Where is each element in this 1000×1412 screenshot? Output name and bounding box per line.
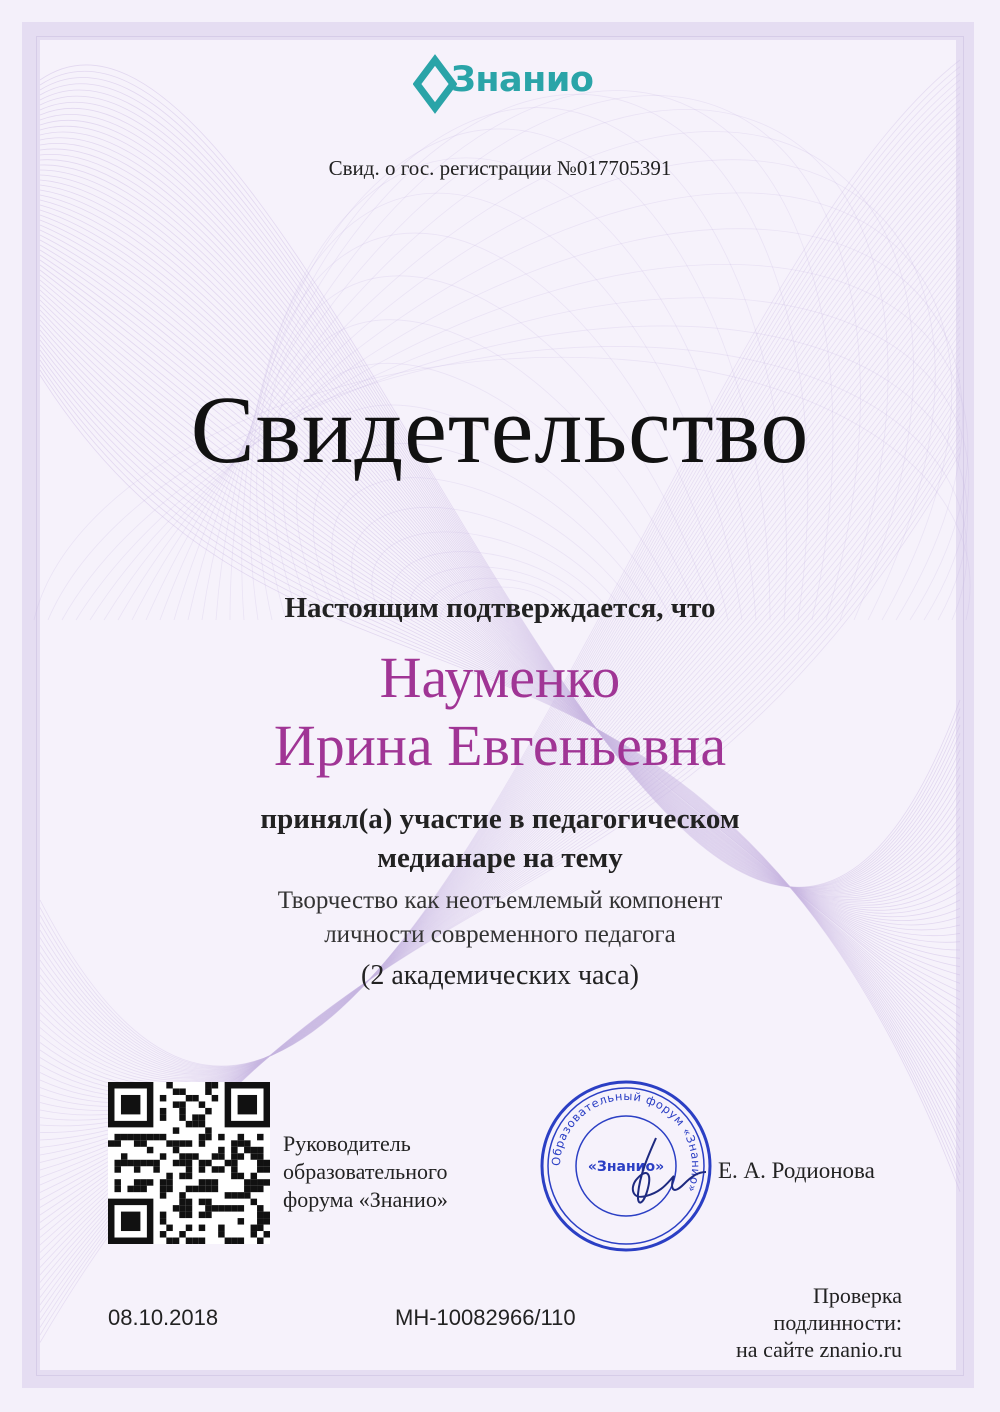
issue-date: 08.10.2018 [108,1305,219,1330]
qr-code-icon[interactable] [108,1082,270,1244]
participation-line-2: медианаре на тему [377,842,623,874]
stamp-outer-text: Образовательный форум «Знанио» [548,1088,704,1195]
leader-line-1: Руководитель [283,1131,411,1156]
verification-note [736,1282,902,1363]
stamp-center-text: «Знанио» [587,1159,665,1175]
leader-line-2: образовательного [283,1159,448,1184]
signatory-name: Е. А. Родионова [718,1158,875,1183]
participation-line-1: принял(а) участие в педагогическом [260,803,740,835]
logo-text: Знанио [451,60,594,100]
document-number: МН-10082966/110 [395,1305,576,1330]
topic-line-2: личности современного педагога [324,921,676,948]
verification-line-2: подлинности: [773,1310,902,1335]
official-stamp [536,1076,716,1256]
certificate-title: Свидетельство [190,376,810,483]
recipient-last-name: Науменко [379,645,621,710]
verification-line-3[interactable]: на сайте znanio.ru [736,1337,902,1362]
topic-line-1: Творчество как неотъемлемый компонент [277,887,723,914]
recipient-first-names: Ирина Евгеньевна [273,713,727,778]
registration-number: Свид. о гос. регистрации №017705391 [328,156,672,180]
svg-text:Образовательный форум «Знанио» [549,1089,703,1195]
verification-line-1: Проверка [812,1283,902,1308]
leader-line-3: форума «Знанио» [283,1187,448,1212]
academic-hours: (2 академических часа) [361,960,639,991]
leader-title [283,1130,448,1214]
znanio-logo [413,54,594,120]
confirm-text: Настоящим подтверждается, что [284,592,716,624]
